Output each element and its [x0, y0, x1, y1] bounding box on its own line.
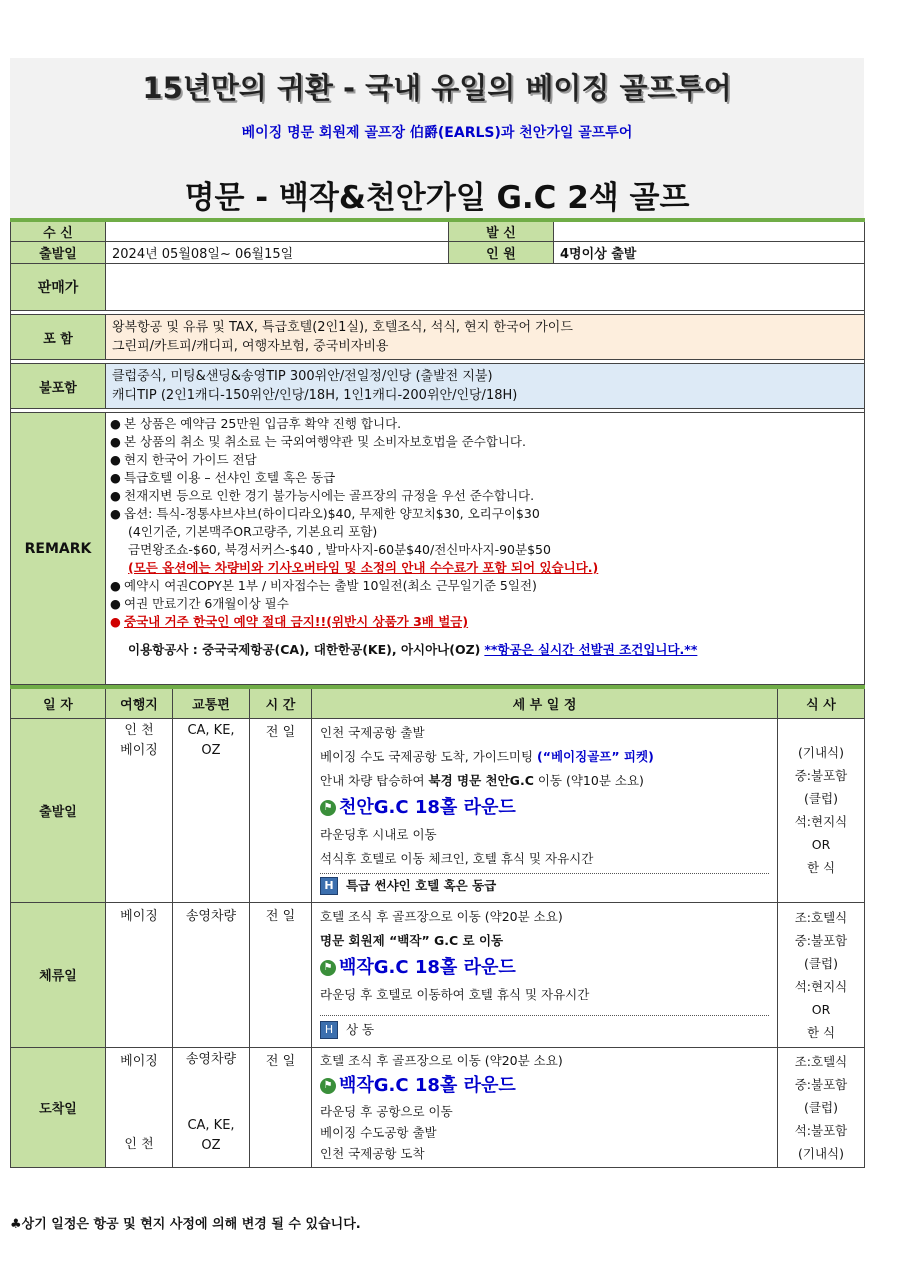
transport-cell: CA, KE, OZ [173, 718, 250, 902]
info-table [10, 218, 865, 685]
golf-flag-icon: ⚑ [320, 960, 336, 976]
time-cell: 전 일 [250, 902, 312, 1047]
detail-cell: 인천 국제공항 출발 베이징 수도 국제공항 도착, 가이드미팅 (“베이징골프” 피켓) 안내 차량 탑승하여 북경 명문 천안G.C 이동 (약10분 소요) ⚑ 천안G.C 18홀 라운드 라운딩후 시내로 이동 석식후 호텔로 이동 체크인, 호텔 휴식 및 자유시간 H 특급 썬샤인 호텔 혹은 동급 [312, 718, 778, 902]
header-time: 시 간 [250, 687, 312, 718]
place-cell: 인 천 베이징 [106, 718, 173, 902]
transport-cell: 송영차량 [173, 902, 250, 1047]
day-label: 도착일 [11, 1047, 106, 1167]
people-label: 인 원 [449, 242, 554, 264]
schedule-row [11, 902, 865, 1047]
remark-item: ● 본 상품은 예약금 25만원 입금후 확약 진행 합니다. [110, 416, 402, 431]
header-place: 여행지 [106, 687, 173, 718]
round-title: ⚑ 백작G.C 18홀 라운드 [320, 953, 769, 983]
bullet-icon: ● [110, 506, 121, 521]
include-label: 포 함 [11, 315, 106, 360]
hotel-line: H 특급 썬샤인 호텔 혹은 동급 [320, 874, 769, 898]
hotel-icon: H [320, 1021, 338, 1039]
remark-item: ● 현지 한국어 가이드 전담 [110, 452, 257, 467]
hotel-line: H 상 동 [320, 1016, 769, 1042]
seller-value [106, 264, 865, 311]
include-value [106, 315, 865, 360]
include-line: 왕복항공 및 유류 및 TAX, 특급호텔(2인1실), 호텔조식, 석식, 현지 한국어 가이드 [112, 320, 573, 335]
exclude-line: 캐디TIP (2인1캐디-150위안/인당/18H, 1인1캐디-200위안/인당/18H) [112, 388, 518, 403]
bullet-icon: ● [110, 578, 121, 593]
exclude-line: 클럽중식, 미팅&샌딩&송영TIP 300위안/전일정/인당 (출발전 지불) [112, 369, 493, 384]
header-transport: 교통편 [173, 687, 250, 718]
page-subtitle: 베이징 명문 회원제 골프장 伯爵(EARLS)과 천안가일 골프투어 [241, 125, 633, 141]
header-detail: 세 부 일 정 [312, 687, 778, 718]
golf-flag-icon: ⚑ [320, 1078, 336, 1094]
remark-label: REMARK [11, 413, 106, 685]
remark-item: ● 여권 만료기간 6개월이상 필수 [110, 596, 289, 611]
remark-item: ● 예약시 여권COPY본 1부 / 비자접수는 출발 10일전(최소 근무일기준 5일전) [110, 578, 537, 593]
bullet-icon: ● [110, 596, 121, 611]
transport-cell: 송영차량 CA, KE, OZ [173, 1047, 250, 1167]
option-note: (모든 옵션에는 차량비와 기사오버타임 및 소정의 안내 수수료가 포함 되어 있습니다.) [128, 560, 599, 575]
remark-item: ● 천재지변 등으로 인한 경기 불가능시에는 골프장의 규정을 우선 준수합니다. [110, 488, 535, 503]
schedule-row [11, 1047, 865, 1167]
exclude-label: 불포함 [11, 364, 106, 409]
time-cell: 전 일 [250, 1047, 312, 1167]
recv-label: 수 신 [11, 220, 106, 242]
depart-label: 출발일 [11, 242, 106, 264]
bullet-icon: ● [110, 488, 121, 503]
depart-value: 2024년 05월08일~ 06월15일 [106, 242, 449, 264]
option-line: (4인기준, 기본맥주OR고량주, 기본요리 포함) [128, 524, 378, 539]
option-line: 금면왕조쇼-$60, 북경서커스-$40 , 발마사지-60분$40/전신마사지-90분$50 [128, 542, 551, 557]
document [10, 58, 864, 1168]
time-cell: 전 일 [250, 718, 312, 902]
send-value [554, 220, 865, 242]
meals-cell: 조:호텔식 중:불포함 (클럽) 석:불포함 (기내식) [778, 1047, 865, 1167]
page-title: 15년만의 귀환 - 국내 유일의 베이징 골프투어 [142, 71, 732, 105]
header-banner [10, 58, 864, 218]
bullet-icon: ● [110, 470, 121, 485]
place-cell: 베이징 [106, 902, 173, 1047]
detail-cell: 호텔 조식 후 골프장으로 이동 (약20분 소요) 명문 회원제 “백작” G.C 로 이동 ⚑ 백작G.C 18홀 라운드 라운딩 후 호텔로 이동하여 호텔 휴식 및 자유시간 H 상 동 [312, 902, 778, 1047]
detail-cell: 호텔 조식 후 골프장으로 이동 (약20분 소요) ⚑ 백작G.C 18홀 라운드 라운딩 후 공항으로 이동 베이징 수도공항 출발 인천 국제공항 도착 [312, 1047, 778, 1167]
round-title: ⚑ 백작G.C 18홀 라운드 [320, 1071, 769, 1101]
people-value: 4명이상 출발 [554, 242, 865, 264]
product-title: 명문 - 백작&천안가일 G.C 2색 골프 [184, 180, 690, 216]
bullet-icon: ● [110, 434, 121, 449]
exclude-value [106, 364, 865, 409]
meals-cell: (기내식) 중:불포함 (클럽) 석:현지식 OR 한 식 [778, 718, 865, 902]
meals-cell: 조:호텔식 중:불포함 (클럽) 석:현지식 OR 한 식 [778, 902, 865, 1047]
header-meals: 식 사 [778, 687, 865, 718]
place-cell: 베이징 인 천 [106, 1047, 173, 1167]
bullet-icon: ● [110, 614, 121, 629]
bullet-icon: ● [110, 416, 121, 431]
remark-item: ● 옵션: 특식-정통샤브샤브(하이디라오)$40, 무제한 양꼬치$30, 오리구이$30 [110, 506, 540, 521]
remark-item: ● 특급호텔 이용 – 선샤인 호텔 혹은 동급 [110, 470, 336, 485]
include-line: 그린피/카트피/캐디피, 여행자보험, 중국비자비용 [112, 339, 389, 354]
day-label: 출발일 [11, 718, 106, 902]
seller-label: 판매가 [11, 264, 106, 311]
footer-note: ♣상기 일정은 항공 및 현지 사정에 의해 변경 될 수 있습니다. [10, 1217, 361, 1232]
warning-item: ● 중국내 거주 한국인 예약 절대 금지!!(위반시 상품가 3배 벌금) [110, 614, 469, 629]
round-title: ⚑ 천안G.C 18홀 라운드 [320, 793, 769, 823]
remark-item: ● 본 상품의 취소 및 취소료 는 국외여행약관 및 소비자보호법을 준수합니다. [110, 434, 526, 449]
recv-value [106, 220, 449, 242]
remark-content [106, 413, 865, 685]
airlines-line: 이용항공사 : 중국국제항공(CA), 대한한공(KE), 아시아나(OZ) **항공은 실시간 선발권 조건입니다.** [128, 642, 698, 657]
day-label: 체류일 [11, 902, 106, 1047]
bullet-icon: ● [110, 452, 121, 467]
send-label: 발 신 [449, 220, 554, 242]
golf-flag-icon: ⚑ [320, 800, 336, 816]
schedule-table [10, 685, 865, 1168]
hotel-icon: H [320, 877, 338, 895]
header-date: 일 자 [11, 687, 106, 718]
schedule-row [11, 718, 865, 902]
